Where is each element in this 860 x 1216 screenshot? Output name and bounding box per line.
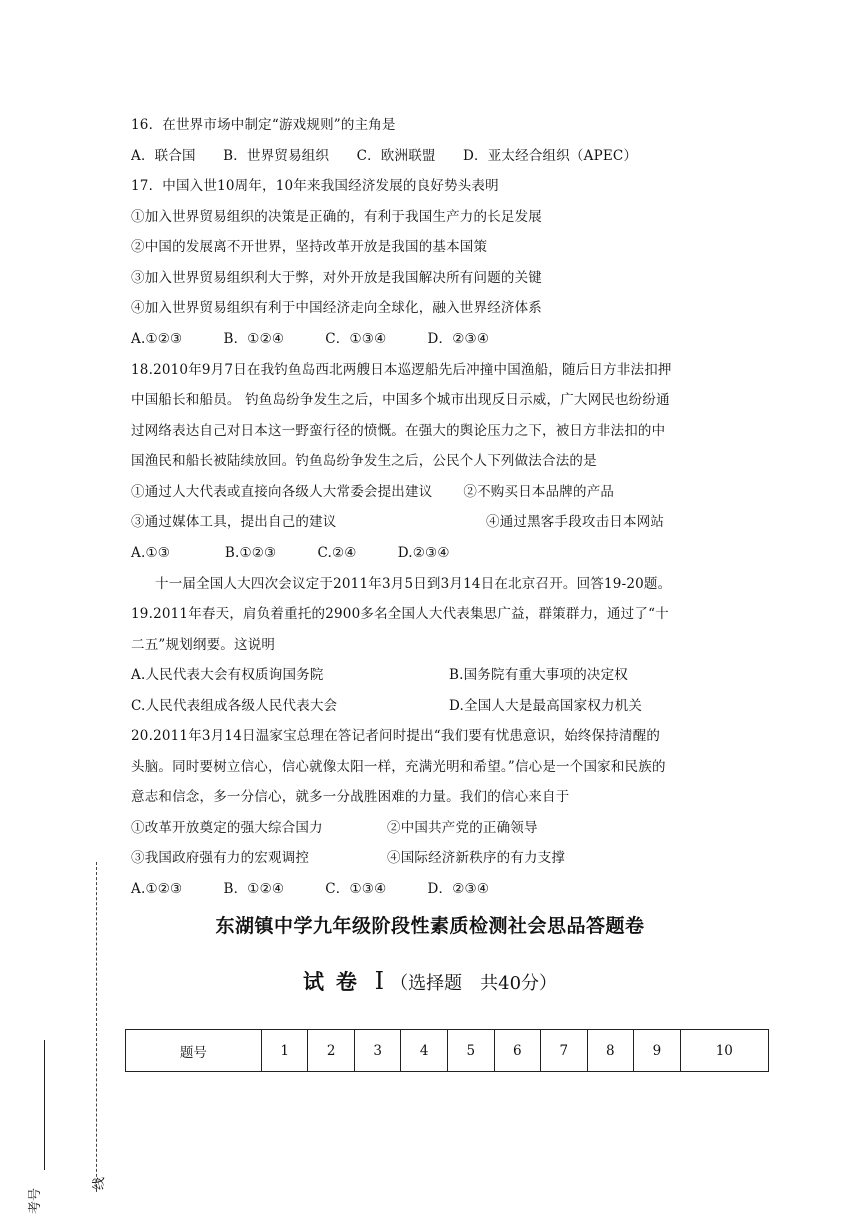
- answer-table: [125, 1029, 769, 1072]
- exam-number-label: 考号: [28, 1187, 43, 1214]
- q20-options: A.①②③ B．①②④ C．①③④ D．②③④: [131, 881, 490, 897]
- q19-option-c: C.人民代表组成各级人民代表大会: [131, 698, 338, 714]
- q16-stem: 16．在世界市场中制定“游戏规则”的主角是: [131, 117, 396, 133]
- section-roman-numeral: I: [374, 967, 385, 995]
- q20-item-row-2: [131, 848, 751, 868]
- question-number-cell: 6: [494, 1030, 541, 1072]
- section-note: （选择题 共40分）: [390, 973, 558, 994]
- question-number-cell: 3: [354, 1030, 401, 1072]
- q17-item-2: ②中国的发展离不开世界，坚持改革开放是我国的基本国策: [131, 239, 488, 255]
- q18-item-3: ③通过媒体工具，提出自己的建议: [131, 514, 337, 530]
- q18-line-2: 中国船长和船员。 钓鱼岛纷争发生之后，中国多个城市出现反日示威，广大网民也纷纷通: [131, 392, 670, 408]
- q20-item-4: ④国际经济新秩序的有力支撑: [387, 850, 566, 866]
- q20-line-1: 20.2011年3月14日温家宝总理在答记者问时提出“我们要有忧患意识，始终保持清醒的: [131, 728, 661, 744]
- q17-item-1: ①加入世界贸易组织的决策是正确的，有利于我国生产力的长足发展: [131, 209, 542, 225]
- q17-stem: 17．中国入世10周年，10年来我国经济发展的良好势头表明: [131, 178, 499, 194]
- q20-line-3: 意志和信念，多一分信心，就多一分战胜困难的力量。我们的信心来自于: [131, 789, 570, 805]
- q20-item-row-1: [131, 818, 751, 838]
- question-number-cell: 8: [587, 1030, 634, 1072]
- q18-options: A.①③ B.①②③ C.②④ D.②③④: [131, 545, 450, 561]
- section-big-label: 试卷: [302, 970, 369, 994]
- answer-table-header-cell: 题号: [126, 1030, 262, 1072]
- binding-dashed-line: [96, 862, 97, 1192]
- question-number-cell: 4: [401, 1030, 448, 1072]
- q18-item-row-2: [131, 512, 751, 532]
- q19-option-b: B.国务院有重大事项的决定权: [449, 667, 629, 683]
- q18-item-row-1: [131, 482, 614, 502]
- q17-options: A.①②③ B．①②④ C．①③④ D．②③④: [131, 331, 490, 347]
- question-number-cell: 5: [447, 1030, 494, 1072]
- q18-line-3: 过网络表达自己对日本这一野蛮行径的愤慨。在强大的舆论压力之下，被日方非法扣的中: [131, 423, 666, 439]
- q19-option-a: A.人民代表大会有权质询国务院: [131, 667, 324, 683]
- q20-line-2: 头脑。同时要树立信心，信心就像太阳一样，充满光明和希望。”信心是一个国家和民族的: [131, 759, 666, 775]
- binding-line-label: 线: [92, 1176, 107, 1190]
- answer-table-row: [126, 1030, 769, 1072]
- q20-item-3: ③我国政府强有力的宏观调控: [131, 850, 310, 866]
- q19-option-d: D.全国人大是最高国家权力机关: [449, 698, 643, 714]
- q18-item-2: ②不购买日本品牌的产品: [463, 484, 615, 500]
- question-number-cell: 9: [634, 1030, 681, 1072]
- section-heading: [0, 966, 860, 996]
- q18-item-1: ①通过人大代表或直接向各级人大常委会提出建议: [131, 484, 433, 500]
- question-number-cell: 10: [680, 1030, 768, 1072]
- q18-item-4: ④通过黑客手段攻击日本网站: [486, 514, 665, 530]
- q20-item-1: ①改革开放奠定的强大综合国力: [131, 820, 323, 836]
- q19-line-2: 二五”规划纲要。这说明: [131, 637, 276, 653]
- q19-20-intro: 十一届全国人大四次会议定于2011年3月5日到3月14日在北京召开。回答19-20题。: [155, 576, 672, 592]
- q19-line-1: 19.2011年春天，肩负着重托的2900多名全国人大代表集思广益，群策群力，通过了“十: [131, 606, 669, 622]
- question-number-cell: 7: [541, 1030, 588, 1072]
- q19-option-row-1: [131, 665, 751, 685]
- exam-number-underline: [44, 1040, 45, 1170]
- q18-line-1: 18.2010年9月7日在我钓鱼岛西北两艘日本巡逻船先后冲撞中国渔船，随后日方非法扣押: [131, 362, 672, 378]
- question-number-cell: 1: [261, 1030, 308, 1072]
- q20-item-2: ②中国共产党的正确领导: [387, 820, 538, 836]
- q18-line-4: 国渔民和船长被陆续放回。钓鱼岛纷争发生之后，公民个人下列做法合法的是: [131, 453, 597, 469]
- q19-option-row-2: [131, 696, 751, 716]
- question-number-cell: 2: [308, 1030, 355, 1072]
- q17-item-4: ④加入世界贸易组织有利于中国经济走向全球化，融入世界经济体系: [131, 300, 542, 316]
- answer-sheet-title: 东湖镇中学九年级阶段性素质检测社会思品答题卷: [215, 915, 645, 937]
- q16-options: A．联合国 B．世界贸易组织 C．欧洲联盟 D．亚太经合组织（APEC）: [131, 148, 638, 164]
- q17-item-3: ③加入世界贸易组织利大于弊，对外开放是我国解决所有问题的关键: [131, 270, 542, 286]
